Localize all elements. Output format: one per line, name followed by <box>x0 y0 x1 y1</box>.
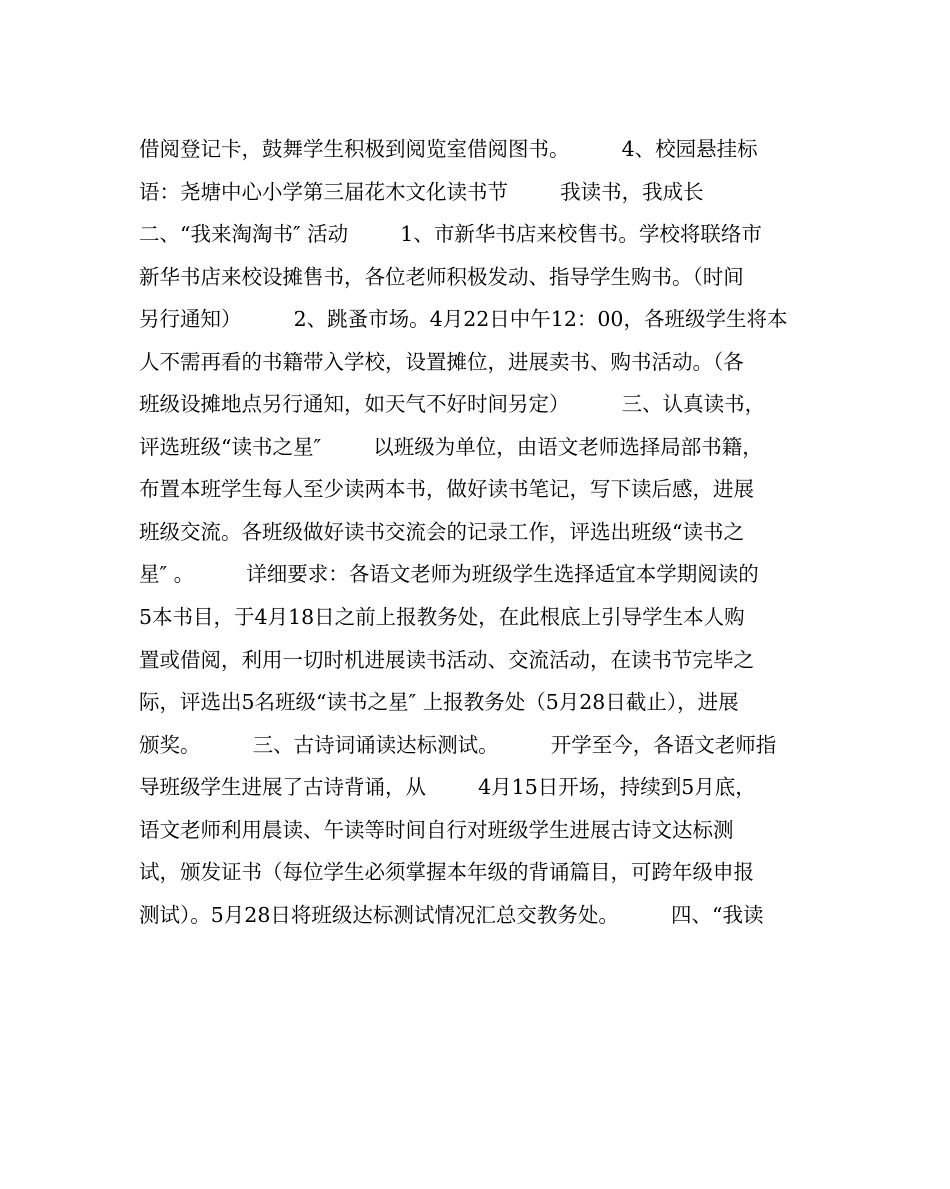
text-line: 借阅登记卡，鼓舞学生积极到阅览室借阅图书。 4、校园悬挂标 <box>139 137 758 161</box>
text-line: 新华书店来校设摊售书，各位老师积极发动、指导学生购书。（时间 <box>139 264 744 289</box>
text-line: 导班级学生进展了古诗背诵，从 4月15日开场，持续到5月底， <box>139 775 756 800</box>
text-line: 二、“我来淘淘书″ 活动 1、市新华书店来校售书。学校将联络市 <box>139 222 762 247</box>
text-line: 星″ 。 详细要求：各语文老师为班级学生选择适宜本学期阅读的 <box>139 562 759 587</box>
text-line: 语文老师利用晨读、午读等时间自行对班级学生进展古诗文达标测 <box>139 817 734 842</box>
text-line: 置或借阅，利用一切时机进展读书活动、交流活动，在读书节完毕之 <box>139 647 754 672</box>
text-line: 班级交流。各班级做好读书交流会的记录工作，评选出班级“读书之 <box>139 519 744 544</box>
text-line: 5本书目，于4月18日之前上报教务处，在此根底上引导学生本人购 <box>139 605 745 630</box>
text-line: 测试）。5月28日将班级达标测试情况汇总交教务处。 四、“我读 <box>139 902 764 927</box>
text-line: 试，颁发证书（每位学生必须掌握本年级的背诵篇目，可跨年级申报 <box>139 860 754 885</box>
text-line: 际，评选出5名班级“读书之星″ 上报教务处（5月28日截止），进展 <box>139 690 739 715</box>
text-line: 班级设摊地点另行通知，如天气不好时间另定） 三、认真读书， <box>139 392 766 417</box>
text-line: 另行通知） 2、跳蚤市场。4月22日中午12：00，各班级学生将本 <box>139 307 788 332</box>
text-line: 颁奖。 三、古诗词诵读达标测试。 开学至今，各语文老师指 <box>139 732 777 757</box>
text-line: 语：尧塘中心小学第三届花木文化读书节 我读书，我成长 <box>139 179 704 204</box>
document-body <box>139 128 819 936</box>
text-line: 人不需再看的书籍带入学校，设置摊位，进展卖书、购书活动。（各 <box>139 349 744 374</box>
text-line: 评选班级“读书之星″ 以班级为单位，由语文老师选择局部书籍， <box>139 434 763 459</box>
text-line: 布置本班学生每人至少读两本书，做好读书笔记，写下读后感，进展 <box>139 477 754 502</box>
